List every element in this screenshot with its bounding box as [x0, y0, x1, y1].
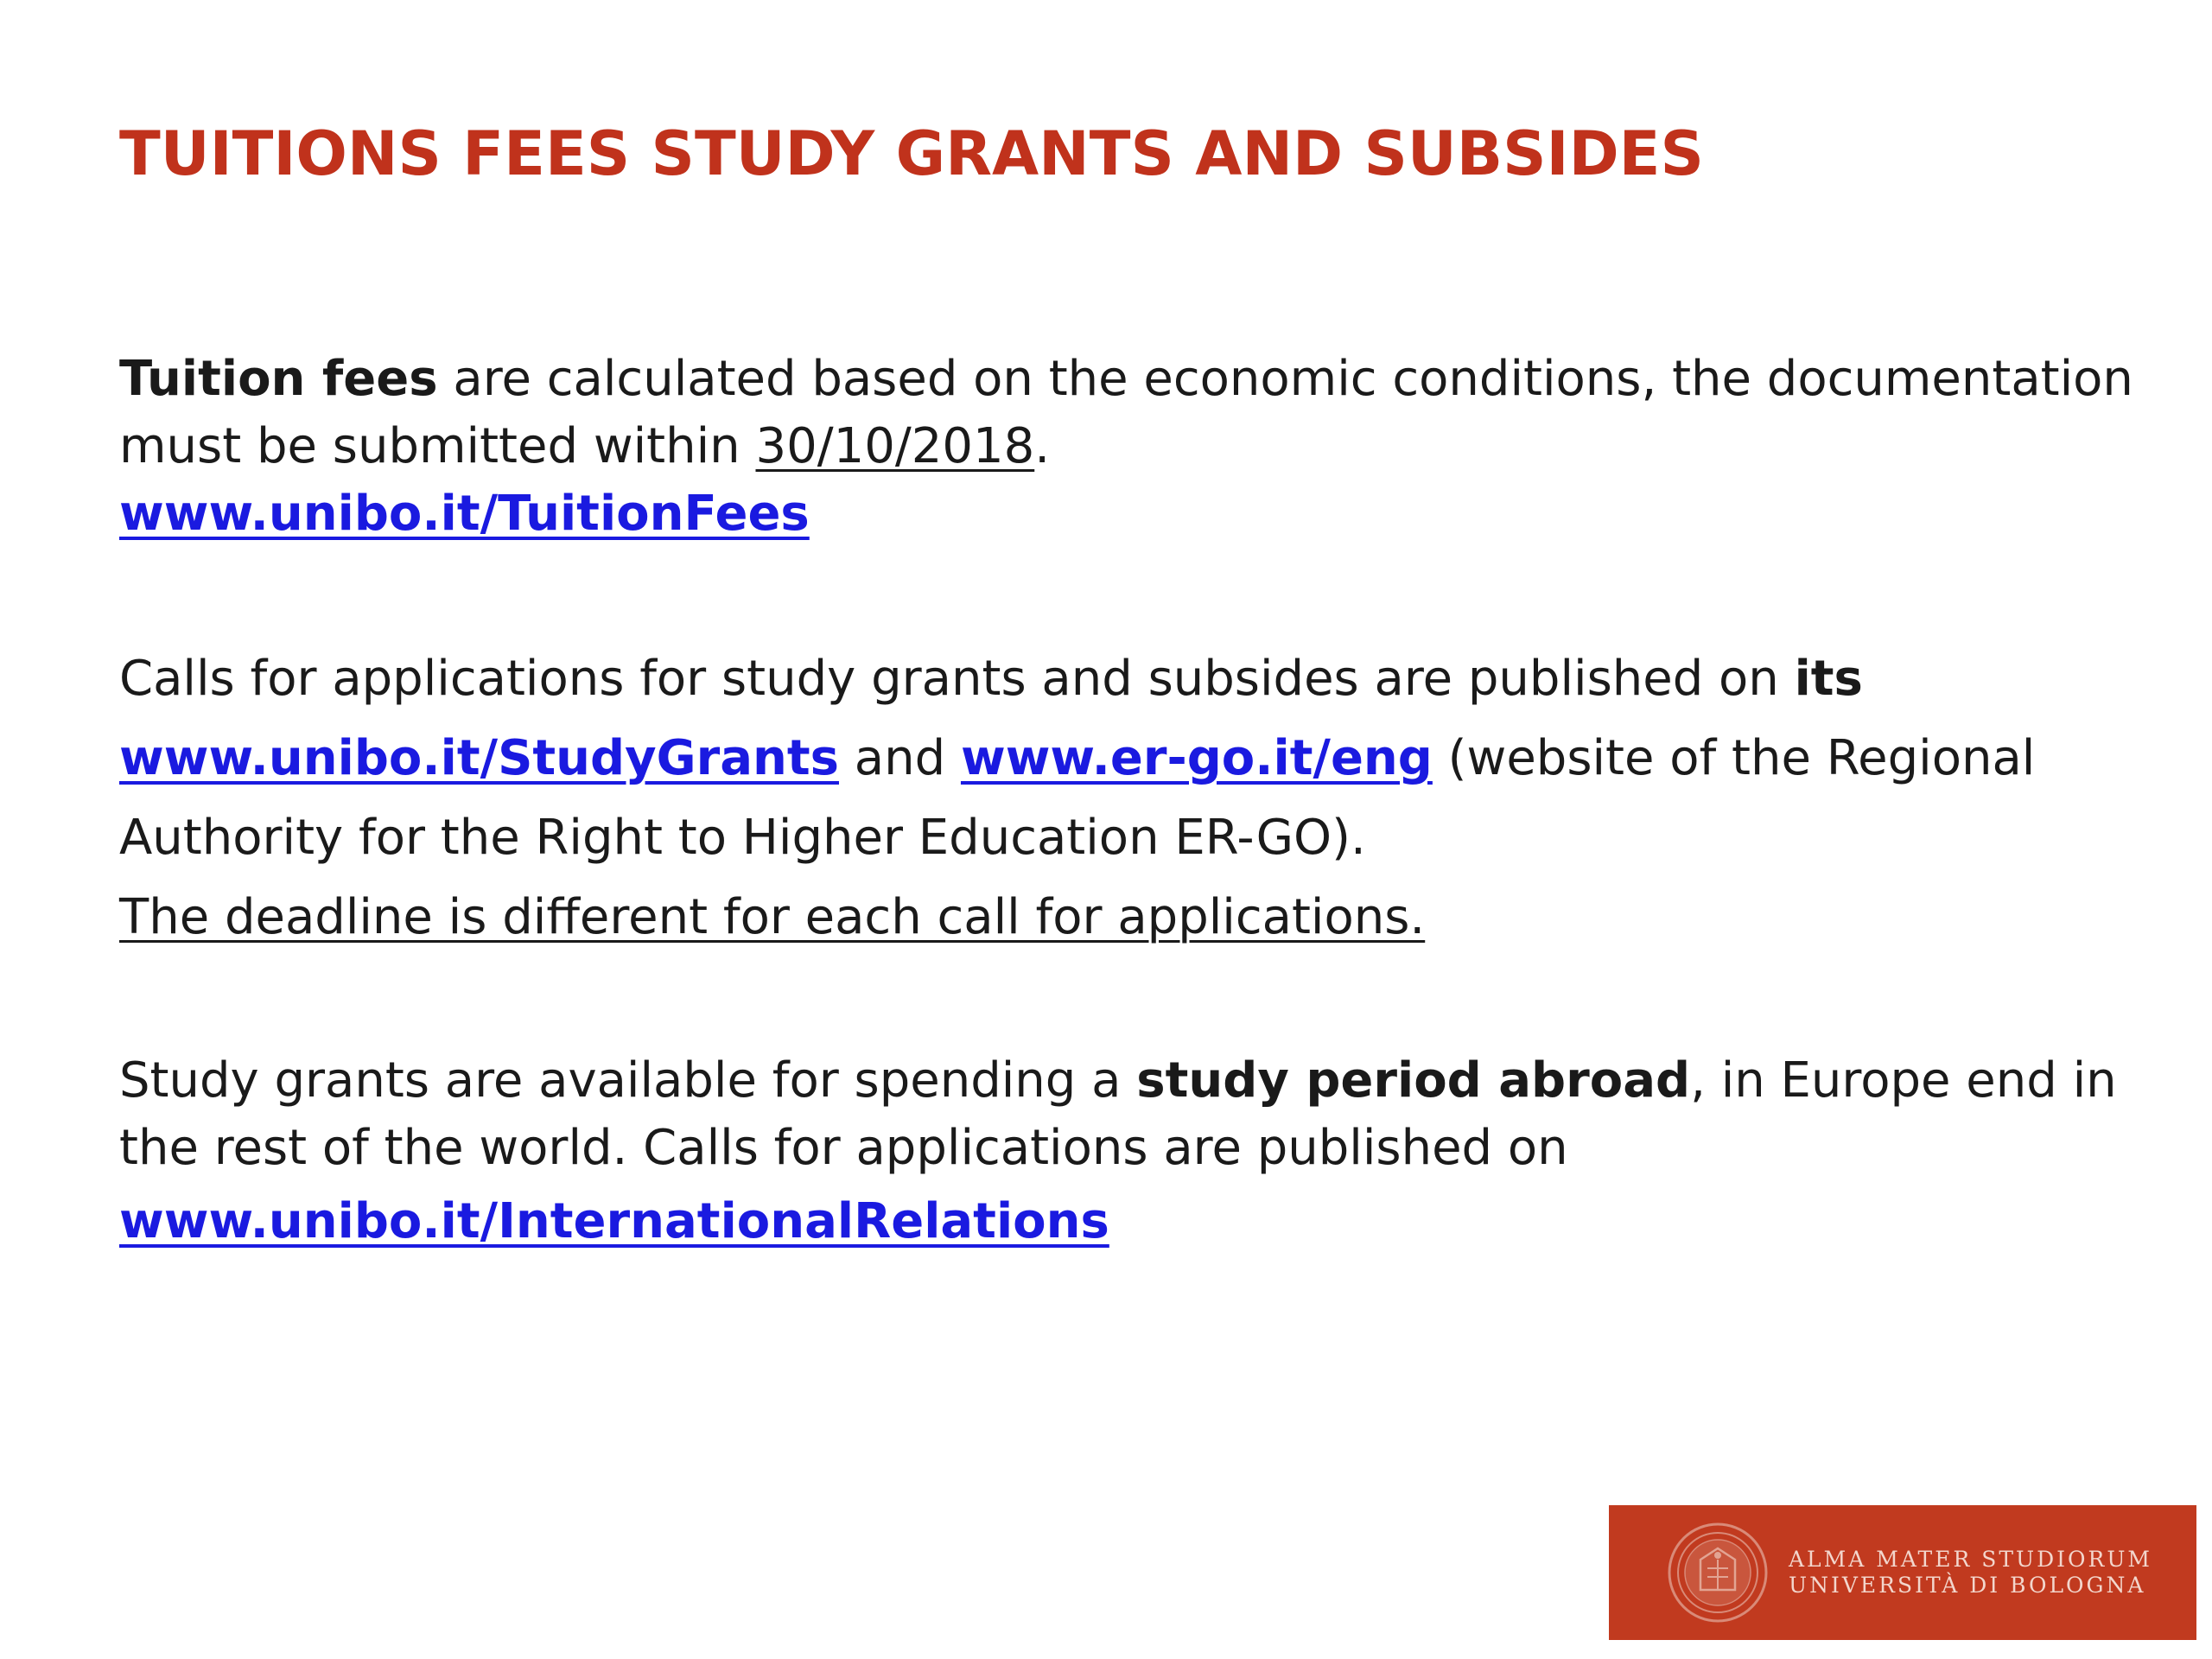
tuition-fees-text: are calculated based on the economic conditions, the documentation must be submitted within: [119, 351, 2133, 474]
deadline-date: 30/10/2018: [755, 418, 1035, 474]
tuition-fees-paragraph: [119, 346, 2141, 548]
university-name-line1: ALMA MATER STUDIORUM: [1789, 1547, 2153, 1572]
university-name: [1789, 1547, 2152, 1599]
study-period-abroad-bold: study period abroad: [1136, 1052, 1691, 1109]
study-grants-paragraph: [119, 639, 2141, 957]
study-abroad-paragraph: [119, 1047, 2141, 1182]
ergo-description: (website of the Regional Authority for the Right to Higher Education ER-GO).: [119, 730, 2036, 866]
ergo-link[interactable]: www.er-go.it/eng: [960, 730, 1433, 786]
university-name-line2: UNIVERSITÀ DI BOLOGNA: [1789, 1573, 2146, 1598]
deadline-note: The deadline is different for each call for applications.: [119, 889, 1426, 945]
study-abroad-text: Study grants are available for spending a: [119, 1052, 1137, 1109]
university-seal-icon: [1666, 1521, 1770, 1624]
spacer: [119, 957, 2141, 1047]
tuition-fees-link[interactable]: www.unibo.it/TuitionFees: [119, 486, 810, 542]
university-logo: [1609, 1505, 2196, 1640]
international-relations-link[interactable]: www.unibo.it/InternationalRelations: [119, 1193, 1109, 1249]
slide-title: TUITIONS FEES STUDY GRANTS AND SUBSIDES: [119, 118, 1704, 189]
its-bold: its: [1794, 651, 1863, 707]
international-relations-line: [119, 1182, 2141, 1262]
study-grants-text: Calls for applications for study grants and subsides are published on: [119, 651, 1795, 707]
study-abroad-text-rest: , in Europe end in the rest of the world. Calls for applications are published on: [119, 1052, 2117, 1176]
slide-content: [119, 346, 2141, 1262]
tuition-fees-lead: Tuition fees: [119, 351, 438, 407]
spacer: [119, 548, 2141, 639]
study-grants-link[interactable]: www.unibo.it/StudyGrants: [119, 730, 839, 786]
tuition-fees-period: .: [1034, 418, 1051, 474]
and-text: and: [838, 730, 961, 786]
